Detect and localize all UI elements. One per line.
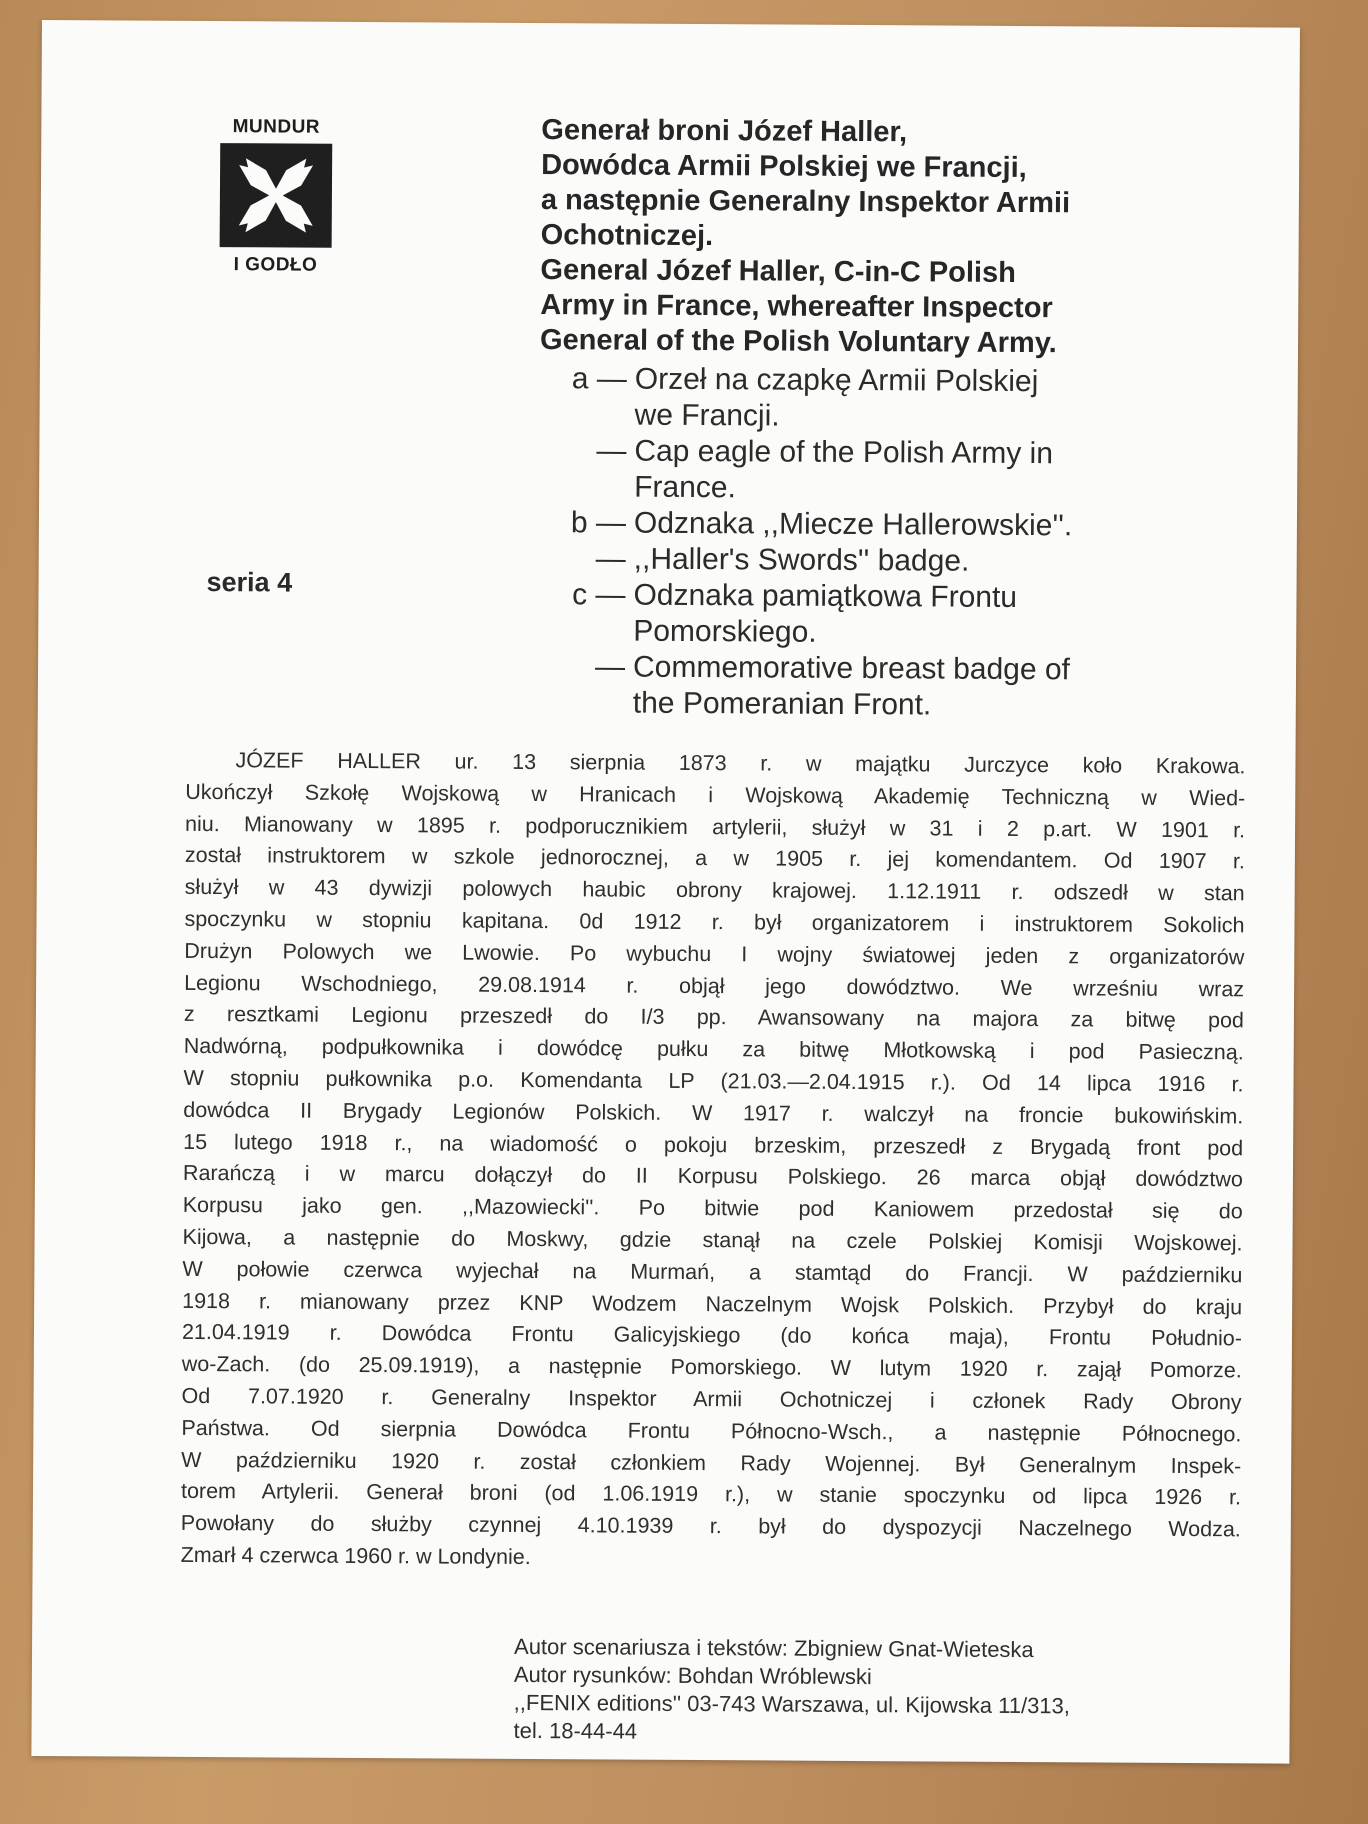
credit-line: ,,FENIX editions'' 03-743 Warszawa, ul. Kijowska 11/313,	[513, 1689, 1071, 1719]
biography-text	[181, 745, 1246, 1578]
item-marker: a —	[571, 362, 627, 396]
credits	[513, 1633, 1234, 1749]
title-line: General Józef Haller, C-in-C Polish	[540, 254, 1016, 289]
item-line: Cap eagle of the Polish Army in	[634, 434, 1054, 471]
title-line: a następnie Generalny Inspektor Armii	[540, 184, 1071, 220]
bio-line: spoczynku w stopniu kapitana. 0d 1912 r. był organizatorem i instruktorem Sokolich	[184, 906, 1245, 938]
list-item	[531, 433, 1271, 510]
title-line: Army in France, whereafter Inspector	[540, 289, 1053, 325]
bio-line: W październiku 1920 r. został członkiem Rady Wojennej. Był Generalnym Inspek-	[181, 1447, 1242, 1478]
bio-line: wo-Zach. (do 25.09.1919), a następnie Pomorskiego. W lutym 1920 r. zajął Pomorze.	[181, 1352, 1242, 1383]
credit-line: tel. 18-44-44	[513, 1717, 638, 1744]
bio-line: Kijowa, a następnie do Moskwy, gdzie stanął na czele Polskiej Komisji Wojskowej.	[182, 1224, 1243, 1256]
bio-line: z resztkami Legionu przeszedł do I/3 pp. Awansowany na majora za bitwę pod	[183, 1002, 1244, 1033]
bio-line: W połowie czerwca wyjechał na Murmań, a stamtąd do Francji. W październiku	[182, 1256, 1243, 1288]
item-text	[633, 578, 1270, 654]
logo	[215, 115, 336, 278]
list-item	[531, 541, 1271, 582]
item-line: Odznaka ,,Miecze Hallerowskie''.	[633, 506, 1073, 543]
bio-line: Ukończył Szkołę Wojskową w Hranicach i Wojskową Akademię Techniczną w Wied-	[185, 779, 1246, 811]
bio-line: Zmarł 4 czerwca 1960 r. w Londynie.	[180, 1542, 531, 1569]
maltese-cross-icon	[220, 143, 333, 248]
list-item	[530, 577, 1270, 654]
item-marker: —	[594, 650, 626, 684]
list-item	[531, 361, 1271, 438]
item-text	[634, 362, 1271, 438]
item-line: France.	[634, 470, 736, 505]
credit-line: Autor rysunków: Bohdan Wróblewski	[513, 1661, 872, 1690]
bio-line: Drużyn Polowych we Lwowie. Po wybuchu I wojny światowej jeden z organizatorów	[184, 938, 1245, 970]
bio-line: Od 7.07.1920 r. Generalny Inspektor Armii Ochotniczej i członek Rady Obrony	[181, 1383, 1242, 1415]
list-item	[530, 649, 1270, 726]
item-text	[634, 434, 1271, 510]
bio-line: Powołany do służby czynnej 4.10.1939 r. był do dyspozycji Naczelnego Wodza.	[180, 1511, 1241, 1542]
badge-list	[530, 361, 1272, 726]
item-line: Odznaka pamiątkowa Frontu	[633, 578, 1018, 614]
item-marker: c —	[572, 578, 626, 612]
info-card	[31, 20, 1300, 1764]
bio-line: dowódca II Brygady Legionów Polskich. W 1917 r. walczył na froncie bukowińskim.	[183, 1097, 1244, 1129]
item-line: we Francji.	[634, 398, 780, 433]
title-line: Ochotniczej.	[540, 219, 714, 253]
bio-line: 1918 r. mianowany przez KNP Wodzem Naczelnym Wojsk Polskich. Przybył do kraju	[182, 1288, 1243, 1319]
logo-bottom-text: I GODŁO	[233, 254, 318, 276]
title-line: Generał broni Józef Haller,	[541, 114, 908, 149]
bio-line: 15 lutego 1918 r., na wiadomość o pokoju brzeskim, przeszedł z Brygadą front pod	[183, 1129, 1244, 1160]
series-label: seria 4	[206, 567, 293, 598]
bio-line: Rarańczą i w marcu dołączył do II Korpusu Polskiego. 26 marca objął dowództwo	[182, 1161, 1244, 1192]
item-line: Pomorskiego.	[633, 614, 817, 649]
bio-line: torem Artylerii. Generał broni (od 1.06.1919 r.), w stanie spoczynku od lipca 1926 r.	[180, 1479, 1242, 1510]
item-text	[634, 542, 1271, 582]
logo-top-text: MUNDUR	[232, 116, 321, 138]
card-title	[540, 113, 1261, 362]
bio-line: JÓZEF HALLER ur. 13 sierpnia 1873 r. w majątku Jurczyce koło Krakowa.	[235, 748, 1246, 779]
item-text	[634, 506, 1271, 546]
bio-line: Korpusu jako gen. ,,Mazowiecki''. Po bitwie pod Kaniowem przedostał się do	[182, 1193, 1243, 1224]
title-line: Dowódca Armii Polskiej we Francji,	[541, 149, 1027, 185]
bio-line: został instruktorem w szkole jednorocznej, a w 1905 r. jej komendantem. Od 1907 r.	[184, 843, 1245, 874]
title-line: General of the Polish Voluntary Army.	[539, 324, 1057, 360]
list-item	[531, 505, 1271, 546]
item-marker: —	[595, 542, 626, 576]
item-line: Commemorative breast badge of	[632, 650, 1071, 687]
item-marker: b —	[570, 506, 627, 540]
bio-line: Legionu Wschodniego, 29.08.1914 r. objął jego dowództwo. We wrześniu wraz	[184, 970, 1245, 1001]
bio-line: służył w 43 dywizji polowych haubic obrony krajowej. 1.12.1911 r. odszedł w stan	[184, 875, 1245, 906]
item-line: ,,Haller's Swords'' badge.	[633, 542, 970, 578]
item-text	[633, 650, 1270, 726]
bio-line: W stopniu pułkownika p.o. Komendanta LP (21.03.—2.04.1915 r.). Od 14 lipca 1916 r.	[183, 1065, 1244, 1097]
bio-line: Nadwórną, podpułkownika i dowódcę pułku za bitwę Młotkowską i pod Pasieczną.	[183, 1034, 1244, 1065]
credit-line: Autor scenariusza i tekstów: Zbigniew Gnat-Wieteska	[513, 1633, 1034, 1663]
item-line: the Pomeranian Front.	[632, 686, 932, 722]
item-line: Orzeł na czapkę Armii Polskiej	[634, 362, 1039, 399]
bio-line: 21.04.1919 r. Dowódca Frontu Galicyjskiego (do końca maja), Frontu Południo-	[181, 1320, 1243, 1351]
item-marker: —	[596, 434, 627, 468]
bio-line: niu. Mianowany w 1895 r. podporucznikiem artylerii, służył w 31 i 2 p.art. W 1901 r.	[185, 811, 1246, 842]
bio-line: Państwa. Od sierpnia Dowódca Frontu Północno-Wsch., a następnie Północnego.	[181, 1415, 1242, 1447]
